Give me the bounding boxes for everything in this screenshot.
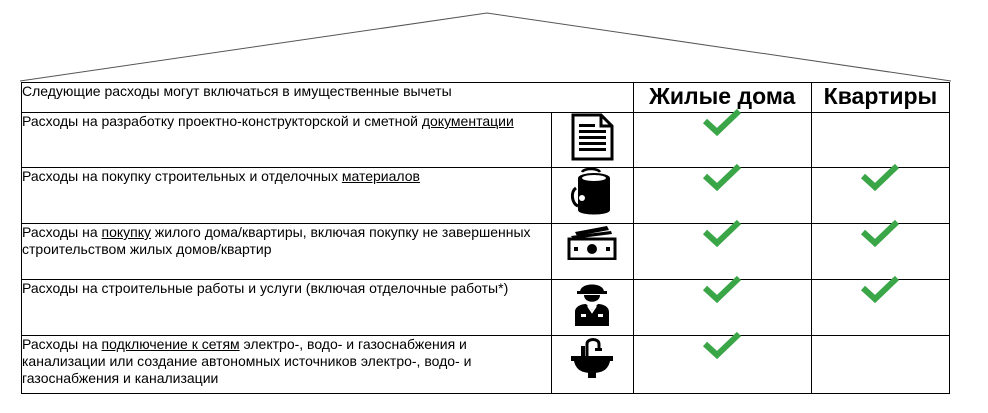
flats-mark [811,280,949,336]
houses-mark [633,224,811,280]
check-icon [701,330,743,360]
row-description [22,336,552,394]
check-icon [701,107,743,137]
flats-mark [811,336,949,394]
table-row [22,168,950,224]
column-header-flats: Квартиры [811,83,949,113]
check-icon [859,218,901,248]
deductions-table [21,82,950,394]
houses-mark [633,280,811,336]
description-text: жилого дома/квартиры, включая покупку не завершенных строительством жилых домов/квартир [22,224,531,257]
flats-mark [811,168,949,224]
check-icon [859,162,901,192]
description-text: Расходы на [22,224,102,240]
underlined-text: покупку [101,224,152,240]
underlined-text: подключение к сетям [101,336,240,352]
row-description [22,113,552,168]
check-icon [701,218,743,248]
flats-mark [811,224,949,280]
description-text: Расходы на [22,336,102,352]
underlined-text: материалов [341,168,420,184]
houses-mark [633,168,811,224]
sink-faucet-icon [569,336,615,378]
money-icon [567,224,617,260]
table-row [22,280,950,336]
description-text: Расходы на разработку проектно-конструкторской и сметной [22,113,422,129]
row-description [22,280,552,336]
row-description [22,224,552,280]
table-row [22,113,950,168]
flats-mark [811,113,949,168]
description-text: электро-, водо- и газоснабжения и канализации или создание автономных источников электро-, водо- и газоснабжения и канализации [22,336,472,386]
check-icon [701,274,743,304]
table-row [22,224,950,280]
description-text: Расходы на строительные работы и услуги (включая отделочные работы*) [22,280,509,296]
document-icon [568,113,616,161]
check-icon [859,274,901,304]
table-header-row [22,83,950,113]
paint-bucket-icon [570,168,614,218]
header-description: Следующие расходы могут включаться в имущественные вычеты [22,83,634,113]
underlined-text: документации [421,113,514,129]
description-text: Расходы на покупку строительных и отделочных [22,168,342,184]
table-row [22,336,950,394]
check-icon [701,162,743,192]
construction-worker-icon [572,280,612,326]
roof-outline [0,0,988,84]
row-description [22,168,552,224]
houses-mark [633,113,811,168]
column-header-houses: Жилые дома [633,83,811,113]
houses-mark [633,336,811,394]
